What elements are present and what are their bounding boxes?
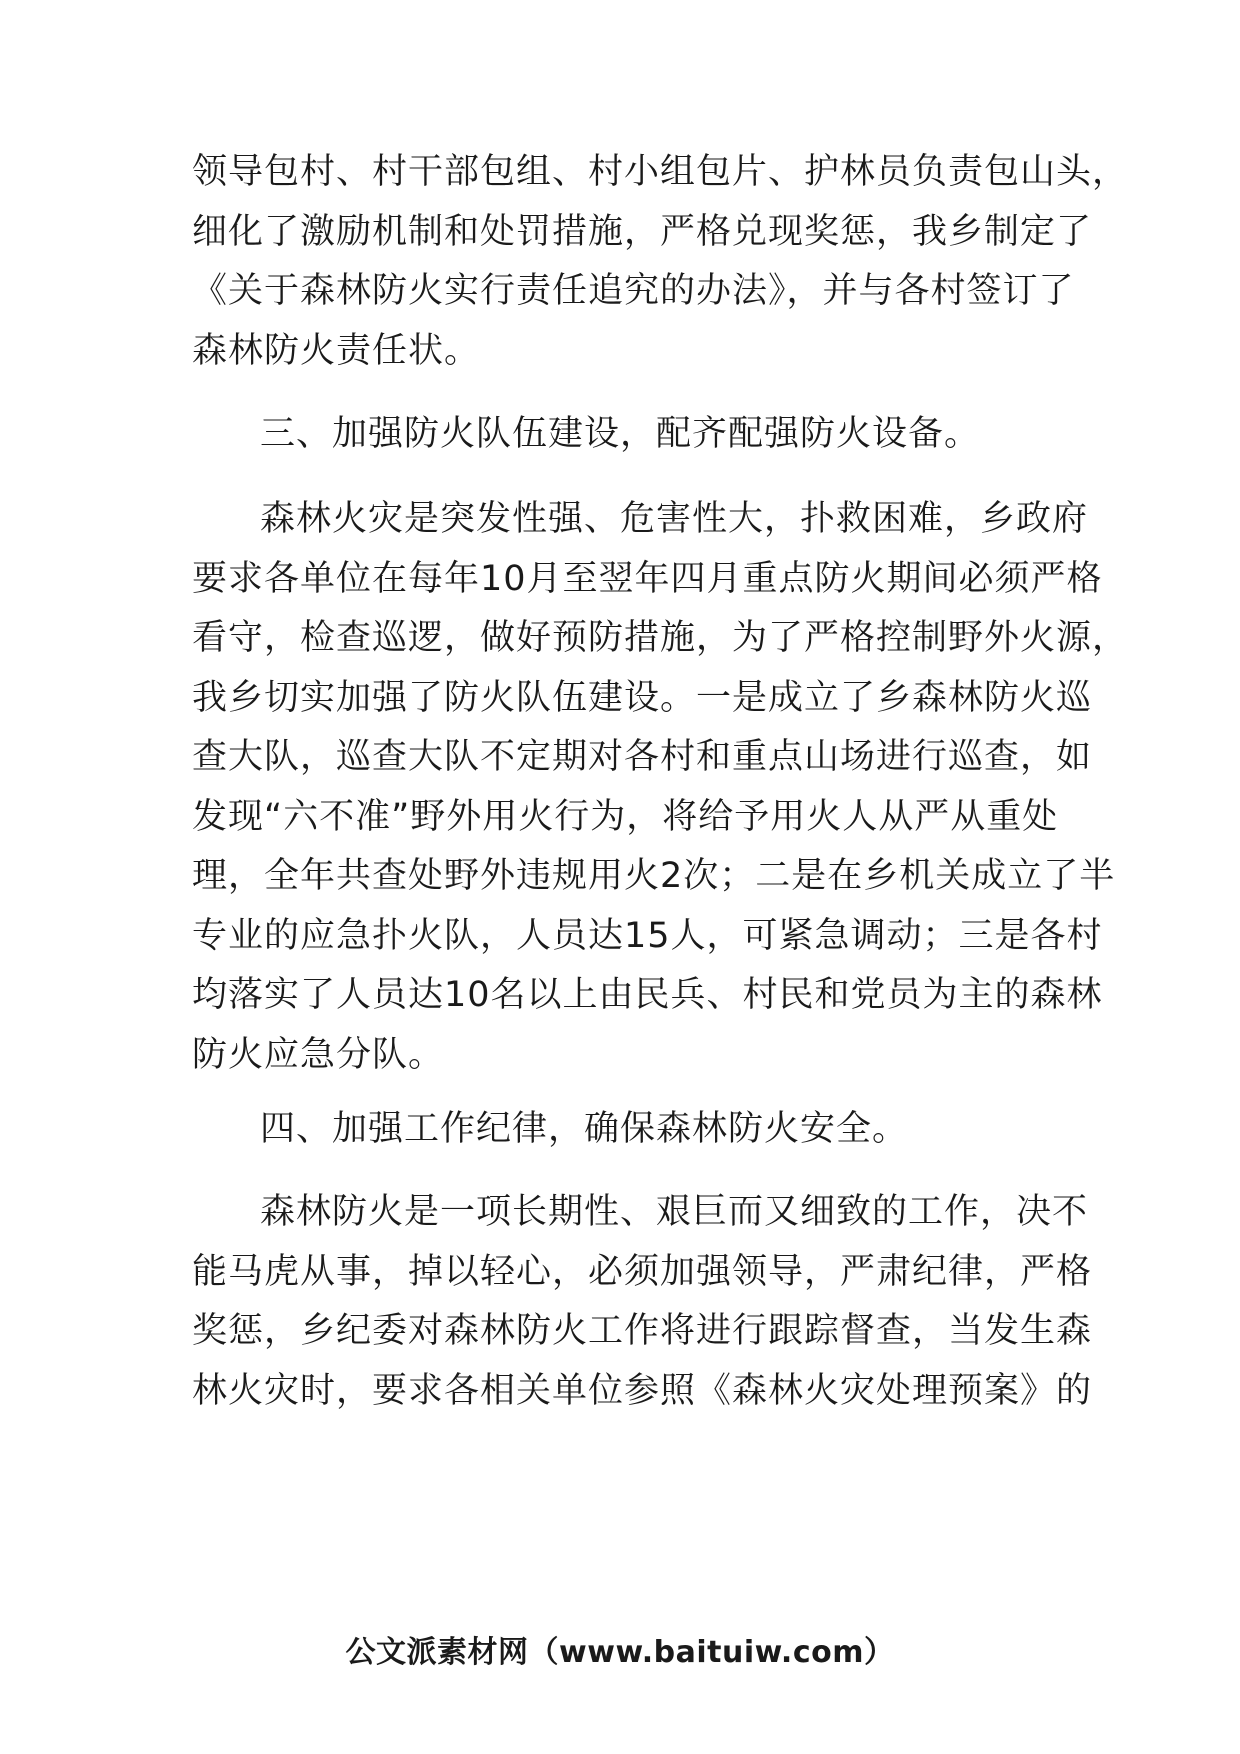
text-line: 看守，检查巡逻，做好预防措施，为了严格控制野外火源， <box>192 618 1129 658</box>
text-line: 森林防火是一项长期性、艰巨而又细致的工作，决不 <box>260 1192 1089 1232</box>
text-line: 领导包村、村干部包组、村小组包片、护林员负责包山头， <box>192 152 1129 192</box>
paragraph-continuation <box>192 143 1129 381</box>
text-line: 专业的应急扑火队，人员达15人，可紧急调动；三是各村 <box>192 915 1103 956</box>
text-line: 均落实了人员达10名以上由民兵、村民和党员为主的森林 <box>192 975 1103 1015</box>
text-line: 奖惩，乡纪委对森林防火工作将进行跟踪督查，当发生森 <box>192 1311 1093 1351</box>
text-line: 森林防火责任状。 <box>192 330 481 371</box>
text-line: 我乡切实加强了防火队伍建设。一是成立了乡森林防火巡 <box>192 677 1093 718</box>
text-line: 要求各单位在每年10月至翌年四月重点防火期间必须严格 <box>192 558 1103 599</box>
paragraph-4 <box>192 1183 1093 1421</box>
heading-line: 三、加强防火队伍建设，配齐配强防火设备。 <box>260 414 981 454</box>
text-line: 查大队，巡查大队不定期对各村和重点山场进行巡查，如 <box>192 737 1093 777</box>
text-line: 理，全年共查处野外违规用火2次；二是在乡机关成立了半 <box>192 856 1116 896</box>
section-heading-3 <box>192 405 1052 465</box>
text-line: 细化了激励机制和处罚措施，严格兑现奖惩，我乡制定了 <box>192 211 1093 252</box>
text-line: 森林火灾是突发性强、危害性大，扑救困难，乡政府 <box>260 499 1089 539</box>
text-line: 林火灾时，要求各相关单位参照《森林火灾处理预案》的 <box>192 1370 1093 1411</box>
heading-line: 四、加强工作纪律，确保森林防火安全。 <box>260 1109 909 1149</box>
section-heading-4 <box>192 1100 1052 1160</box>
page-footer: 公文派素材网（www.baituiw.com） <box>345 1635 895 1670</box>
text-line: 发现“六不准”野外用火行为，将给予用火人从严从重处 <box>192 796 1059 837</box>
text-line: 能马虎从事，掉以轻心，必须加强领导，严肃纪律，严格 <box>192 1251 1093 1292</box>
text-line: 《关于森林防火实行责任追究的办法》，并与各村签订了 <box>192 271 1075 311</box>
paragraph-3 <box>192 490 1129 1085</box>
text-line: 防火应急分队。 <box>192 1034 445 1075</box>
